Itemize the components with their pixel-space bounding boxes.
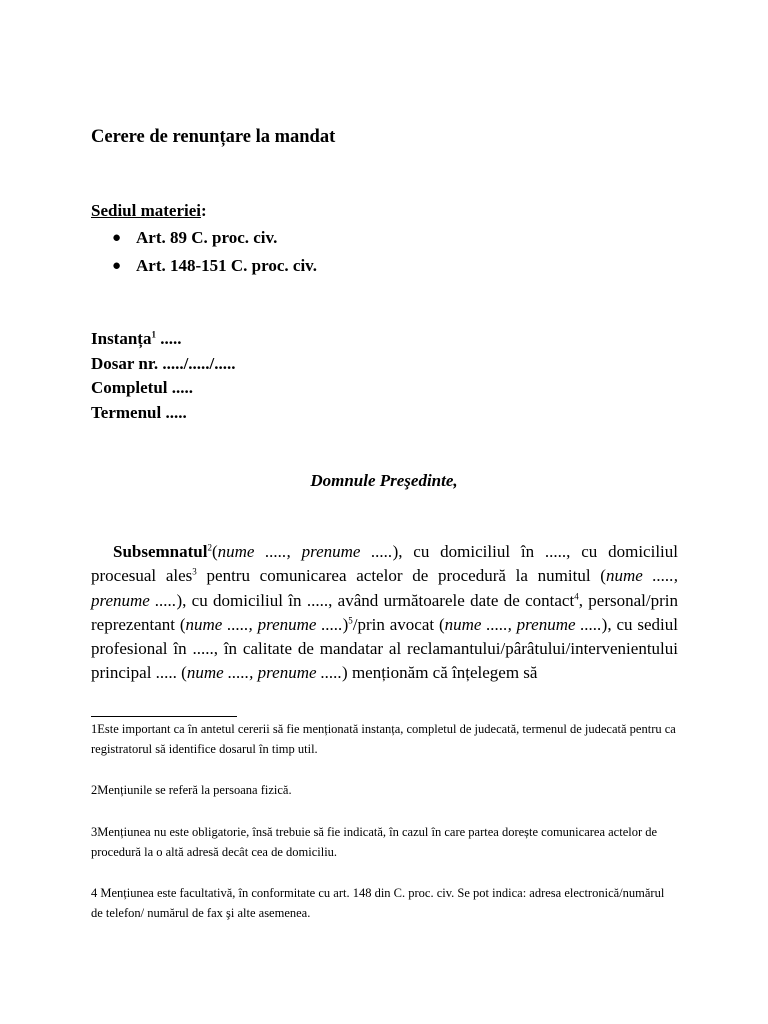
footnote-ref-5: 5 xyxy=(348,615,353,626)
body-text-segment: ), cu domiciliul în ....., cu domiciliul procesual ales xyxy=(91,542,678,586)
body-paragraph xyxy=(91,540,678,686)
article-text: Art. 148-151 C. proc. civ. xyxy=(136,256,317,275)
body-text-segment: ), cu sediul profesional în ....., în calitate de mandatar al reclamantului/pârâtului/intervenientului principal ..... ( xyxy=(91,614,678,683)
footnote-2: 2Mențiunile se referă la persoana fizică. xyxy=(91,783,292,797)
placeholder-name: nume ....., prenume ..... xyxy=(444,614,602,634)
list-item xyxy=(91,255,317,283)
subsemnatul-label: Subsemnatul xyxy=(113,542,208,561)
placeholder-name: nume ....., prenume ..... xyxy=(91,566,678,610)
footnote-ref-4: 4 xyxy=(574,590,579,601)
footnote-ref-1: 1 xyxy=(151,329,156,340)
placeholder-name: nume ....., prenume ..... xyxy=(186,663,343,683)
body-text-segment: ), cu domiciliul în ....., având următoarele date de contact xyxy=(176,590,575,610)
bullet-dot-icon: ● xyxy=(112,230,122,246)
footnote-ref-2: 2 xyxy=(207,542,212,553)
instanta-value: ..... xyxy=(155,329,182,348)
sediul-materiei-heading xyxy=(91,201,207,221)
list-item xyxy=(91,227,317,255)
dosar-field: Dosar nr. ...../...../..... xyxy=(91,353,236,373)
bullet-dot-icon: ● xyxy=(112,258,122,274)
article-list xyxy=(91,227,317,283)
body-text-segment: pentru comunicarea actelor de procedură la numitul ( xyxy=(196,566,606,586)
termenul-field: Termenul ..... xyxy=(91,402,187,422)
footnote-separator xyxy=(91,716,237,717)
placeholder-name: nume ....., prenume ..... xyxy=(185,614,343,634)
body-text-segment: ( xyxy=(211,542,218,561)
article-text: Art. 89 C. proc. civ. xyxy=(136,228,278,247)
document-title: Cerere de renunțare la mandat xyxy=(91,127,336,147)
footnote-ref-3: 3 xyxy=(192,566,197,577)
body-text-segment: /prin avocat ( xyxy=(352,614,445,634)
salutation: Domnule Preşedinte, xyxy=(310,471,458,490)
sediul-materiei-colon: : xyxy=(201,201,207,220)
body-text-segment: , personal/prin reprezentant ( xyxy=(91,590,678,634)
footnote-4: 4 Mențiunea este facultativă, în conformitate cu art. 148 din C. proc. civ. Se pot indica: adresa electronică/numărul de telefon/ numărul de fax şi alte asemenea. xyxy=(91,886,665,920)
case-header-fields xyxy=(91,327,236,425)
body-text-segment: ) xyxy=(342,614,349,634)
body-text-segment: ) menționăm că înțelegem să xyxy=(342,663,538,683)
instanta-field xyxy=(91,327,236,352)
sediul-materiei-label: Sediul materiei xyxy=(91,201,202,220)
footnote-3: 3Mențiunea nu este obligatorie, însă trebuie să fie indicată, în cazul în care partea dorește comunicarea actelor de procedură la o altă adresă decât cea de domiciliu. xyxy=(91,825,658,859)
completul-field: Completul ..... xyxy=(91,378,193,397)
footnote-1: 1Este important ca în antetul cererii să fie menționată instanța, completul de judecată, termenul de judecată pentru ca registratorul să identifice dosarul în timp util. xyxy=(91,722,676,756)
placeholder-name: nume ....., prenume ..... xyxy=(217,542,393,561)
instanta-label: Instanța xyxy=(91,329,152,348)
